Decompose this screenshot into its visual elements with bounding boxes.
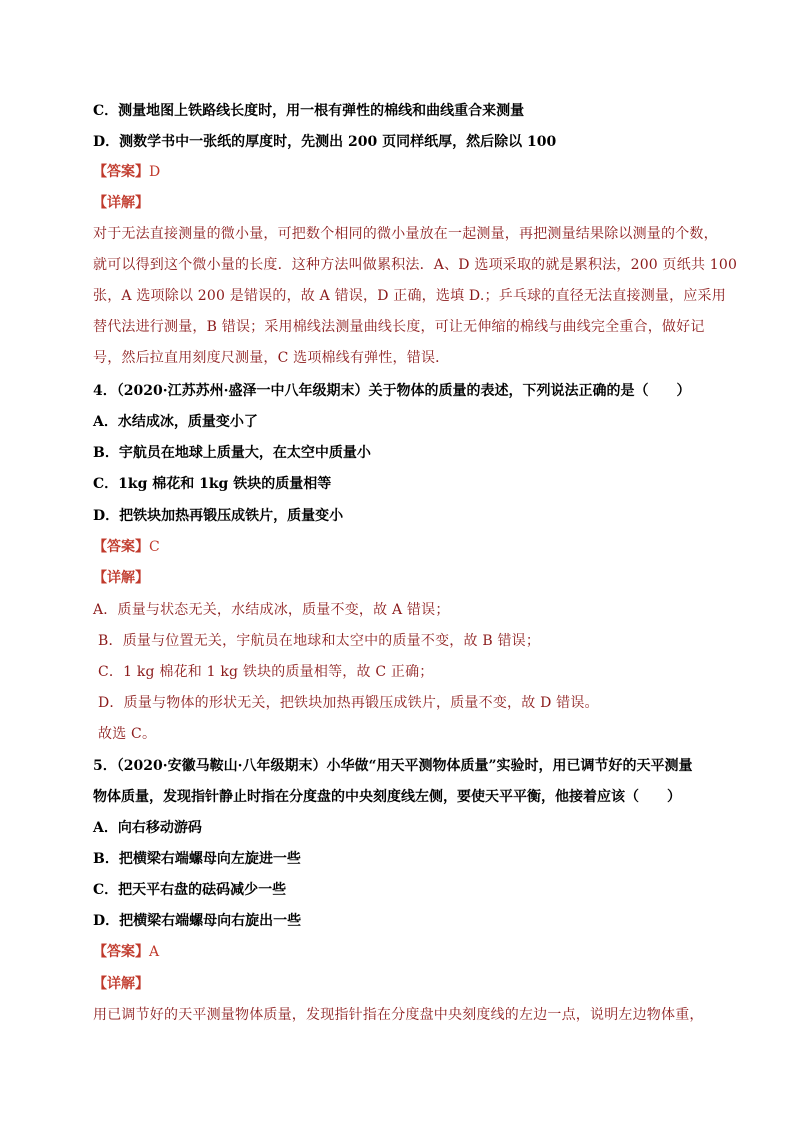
q4-stem: 4．（2020·江苏苏州·盛泽一中八年级期末）关于物体的质量的表述，下列说法正确的是（ ） [93, 383, 691, 399]
q4-explanation-line: 故选 C。 [98, 726, 157, 742]
q4-explanation-line: A．质量与状态无关，水结成冰，质量不变，故 A 错误； [93, 602, 450, 618]
q3-explanation-line: 张，A 选项除以 200 是错误的，故 A 错误，D 正确，选填 D.；乒乓球的直径无法直接测量，应采用 [93, 288, 726, 304]
q3-option-c: C．测量地图上铁路线长度时，用一根有弹性的棉线和曲线重合来测量 [93, 103, 525, 119]
q3-option-d: D．测数学书中一张纸的厚度时，先测出 200 页同样纸厚，然后除以 100 [93, 134, 557, 150]
q5-option-d: D．把横梁右端螺母向右旋出一些 [93, 913, 302, 929]
answer-tag: 【答案】 [93, 164, 149, 180]
answer-tag: 【答案】 [93, 539, 149, 555]
answer-tag: 【答案】 [93, 944, 149, 960]
q4-detail-tag: 【详解】 [93, 570, 149, 586]
q4-option-d: D．把铁块加热再锻压成铁片，质量变小 [93, 508, 344, 524]
q5-stem-line: 物体质量，发现指针静止时指在分度盘的中央刻度线左侧，要使天平平衡，他接着应该（ ） [93, 789, 681, 805]
q3-explanation-line: 号，然后拉直用刻度尺测量，C 选项棉线有弹性，错误． [93, 350, 450, 366]
q5-stem-line: 5．（2020·安徽马鞍山·八年级期末）小华做“用天平测物体质量”实验时，用已调节好的天平测量 [93, 758, 693, 774]
q5-answer [93, 942, 159, 962]
q3-explanation-line: 替代法进行测量，B 错误；采用棉线法测量曲线长度，可让无伸缩的棉线与曲线完全重合，做好记 [93, 319, 705, 335]
q3-explanation-line: 对于无法直接测量的微小量，可把数个相同的微小量放在一起测量，再把测量结果除以测量的个数， [93, 226, 718, 242]
q3-answer [93, 162, 160, 182]
q4-explanation-line: C．1 kg 棉花和 1 kg 铁块的质量相等，故 C 正确； [98, 664, 434, 680]
q3-explanation-line: 就可以得到这个微小量的长度．这种方法叫做累积法．A、D 选项采取的就是累积法，200 页纸共 100 [93, 257, 738, 273]
q3-detail-tag: 【详解】 [93, 195, 149, 211]
q5-detail-tag: 【详解】 [93, 976, 149, 992]
q5-explanation-line: 用已调节好的天平测量物体质量，发现指针指在分度盘中央刻度线的左边一点，说明左边物体重， [93, 1007, 704, 1023]
answer-value: A [149, 944, 160, 960]
q4-option-a: A．水结成冰，质量变小了 [93, 414, 258, 430]
q4-answer [93, 537, 160, 557]
q4-option-b: B．宇航员在地球上质量大，在太空中质量小 [93, 445, 371, 461]
q5-option-b: B．把横梁右端螺母向左旋进一些 [93, 851, 301, 867]
q4-explanation-line: B．质量与位置无关，宇航员在地球和太空中的质量不变，故 B 错误； [98, 633, 541, 649]
answer-value: C [149, 539, 160, 555]
q4-option-c: C．1kg 棉花和 1kg 铁块的质量相等 [93, 476, 332, 492]
q5-option-a: A．向右移动游码 [93, 820, 202, 836]
q5-option-c: C．把天平右盘的砝码减少一些 [93, 882, 287, 898]
q4-explanation-line: D．质量与物体的形状无关，把铁块加热再锻压成铁片，质量不变，故 D 错误。 [98, 695, 599, 711]
answer-value: D [149, 164, 161, 180]
